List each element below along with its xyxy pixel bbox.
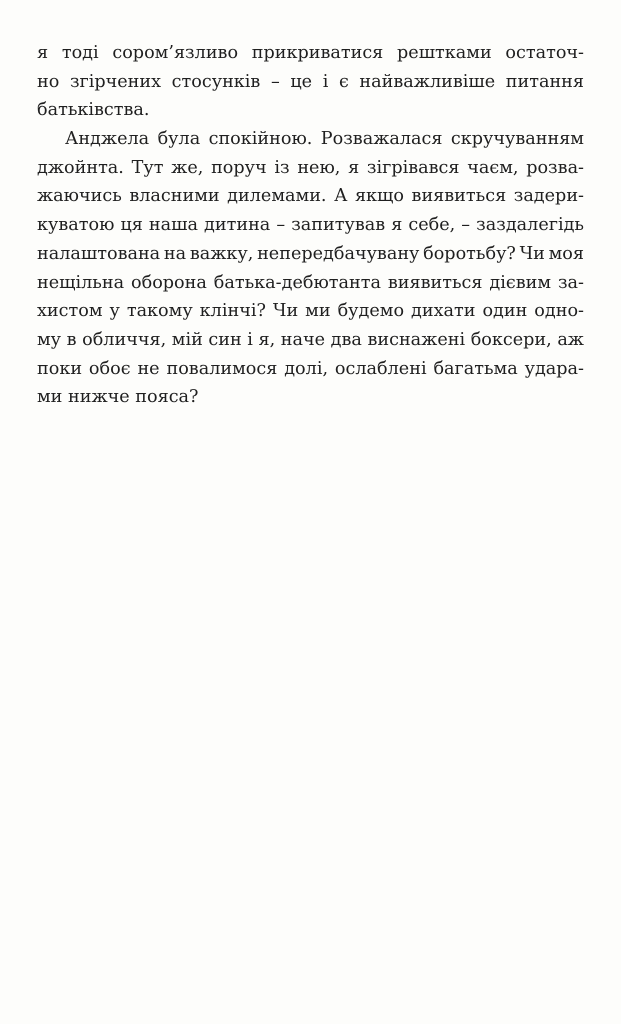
line-text: куватою ця наша дитина – запитував я себе, – заздалегідь [37, 215, 584, 236]
text-line [37, 240, 584, 269]
line-text: но згірчених стосунків – це і є найважливіше питання [37, 71, 584, 92]
text-line [37, 269, 584, 298]
line-text: налаштована на важку, непередбачувану боротьбу? Чи моя [37, 243, 584, 264]
text-line [37, 326, 584, 355]
text-line [37, 355, 584, 384]
line-text: ми нижче пояса? [37, 387, 199, 408]
text-line [37, 383, 584, 412]
text-line [37, 39, 584, 68]
line-text: му в обличчя, мій син і я, наче два виснажені боксери, аж [37, 329, 584, 350]
line-text: я тоді сором’язливо прикриватися рештками остаточ- [37, 43, 584, 63]
line-text: джойнта. Тут же, поруч із нею, я зігрівався чаєм, розва- [37, 157, 584, 178]
text-line [37, 68, 584, 97]
text-line [37, 154, 584, 183]
line-text: хистом у такому клінчі? Чи ми будемо дихати один одно- [37, 301, 584, 322]
text-line [37, 182, 584, 211]
text-line [37, 211, 584, 240]
line-text: поки обоє не повалимося долі, ослаблені багатьма удара- [37, 358, 584, 379]
line-text: жаючись власними дилемами. А якщо виявиться задери- [37, 186, 584, 207]
line-text: Анджела була спокійною. Розважалася скручуванням [65, 129, 584, 150]
line-text: батьківства. [37, 100, 150, 121]
text-line [37, 297, 584, 326]
text-line [37, 96, 584, 125]
line-text: нещільна оборона батька-дебютанта виявиться дієвим за- [37, 272, 584, 293]
text-line [37, 125, 584, 154]
body-text [37, 39, 584, 412]
